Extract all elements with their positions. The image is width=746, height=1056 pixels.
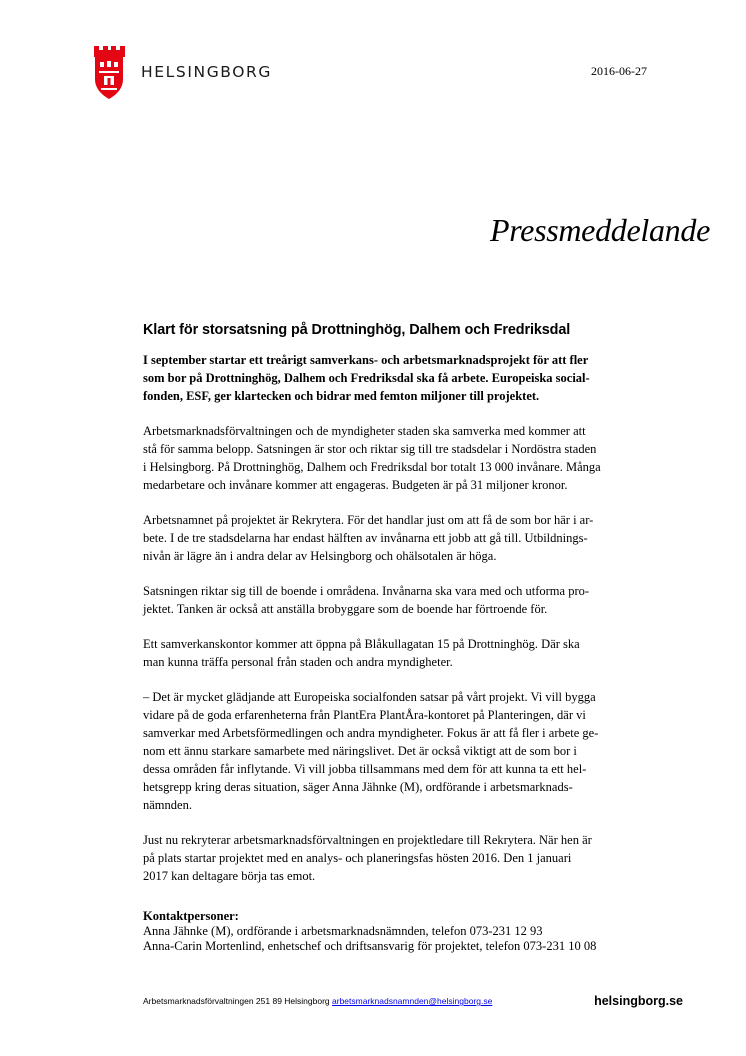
text-line: bete. I de tre stadsdelarna har endast hälften av invånarna ett jobb att gå till. Utbildnings- <box>143 531 588 545</box>
text-line: på plats startar projektet med en analys- och planeringsfas hösten 2016. Den 1 januari <box>143 851 572 865</box>
quote-paragraph <box>143 688 643 814</box>
city-crest-icon <box>92 44 126 100</box>
text-line: medarbetare och invånare kommer att engageras. Budgeten är på 31 miljoner kronor. <box>143 478 568 492</box>
text-line: I september startar ett treårigt samverkans- och arbetsmarknadsprojekt för att fler <box>143 353 589 367</box>
contact-person: Anna Jähnke (M), ordförande i arbetsmarknadsnämnden, telefon 073-231 12 93 <box>143 924 543 938</box>
text-line: Arbetsmarknadsförvaltningen och de myndigheter staden ska samverka med kommer att <box>143 424 586 438</box>
text-line: nämnden. <box>143 798 192 812</box>
text-line: som bor på Drottninghög, Dalhem och Fredriksdal ska få arbete. Europeiska social- <box>143 371 590 385</box>
footer-address <box>143 996 492 1006</box>
text-line: Arbetsnamnet på projektet är Rekrytera. För det handlar just om att få de som bor här i ar- <box>143 513 594 527</box>
body-paragraph <box>143 422 643 494</box>
body-paragraph <box>143 511 643 565</box>
text-line: Satsningen riktar sig till de boende i områdena. Invånarna ska vara med och utforma pro- <box>143 584 590 598</box>
contact-heading: Kontaktpersoner: <box>143 909 239 923</box>
footer-email-link[interactable]: arbetsmarknadsnamnden@helsingborg.se <box>332 996 493 1006</box>
text-line: nivån är lägre än i andra delar av Helsingborg och ohälsotalen är höga. <box>143 549 497 563</box>
text-line: Ett samverkanskontor kommer att öppna på Blåkullagatan 15 på Drottninghög. Där ska <box>143 637 580 651</box>
body-paragraph <box>143 831 643 885</box>
document-date: 2016-06-27 <box>591 64 647 78</box>
text-line: – Det är mycket glädjande att Europeiska socialfonden satsar på vårt projekt. Vi vill bygga <box>143 690 596 704</box>
text-line: hetsgrepp kring deras situation, säger Anna Jähnke (M), ordförande i arbetsmarknads- <box>143 780 573 794</box>
article-body <box>143 322 643 954</box>
logo-wordmark: HELSINGBORG <box>141 63 273 81</box>
body-paragraph <box>143 635 643 671</box>
text-line: dessa områden får inflytande. Vi vill jobba tillsammans med dem för att kunna ta ett hel- <box>143 762 587 776</box>
text-line: 2017 kan deltagare börja tas emot. <box>143 869 316 883</box>
body-paragraph <box>143 582 643 618</box>
text-line: vidare på de goda erfarenheterna från PlantEra PlantÅra-kontoret på Planteringen, där vi <box>143 708 586 722</box>
text-line: stå för samma belopp. Satsningen är stor och riktar sig till tre stadsdelar i Nordöstra staden <box>143 442 597 456</box>
text-line: fonden, ESF, ger klartecken och bidrar med femton miljoner till projektet. <box>143 389 540 403</box>
lead-paragraph <box>143 351 643 405</box>
text-line: samverkar med Arbetsförmedlingen och andra myndigheter. Fokus är att få fler i arbete ge- <box>143 726 599 740</box>
article-headline: Klart för storsatsning på Drottninghög, Dalhem och Fredriksdal <box>143 322 571 338</box>
contact-section <box>143 909 643 954</box>
document-type-title: Pressmeddelande <box>489 212 710 248</box>
footer-address-text: Arbetsmarknadsförvaltningen 251 89 Helsingborg <box>143 996 333 1006</box>
text-line: i Helsingborg. På Drottninghög, Dalhem och Fredriksdal bor totalt 13 000 invånare. Många <box>143 460 601 474</box>
text-line: jektet. Tanken är också att anställa brobyggare som de boende har förtroende för. <box>143 602 548 616</box>
text-line: Just nu rekryterar arbetsmarknadsförvaltningen en projektledare till Rekrytera. När hen är <box>143 833 592 847</box>
contact-person: Anna-Carin Mortenlind, enhetschef och driftsansvarig för projektet, telefon 073-231 10 08 <box>143 939 597 953</box>
footer-website[interactable]: helsingborg.se <box>594 994 683 1008</box>
text-line: man kunna träffa personal från staden och andra myndigheter. <box>143 655 453 669</box>
text-line: nom ett ännu starkare samarbete med näringslivet. Det är också viktigt att de som bor i <box>143 744 577 758</box>
helsingborg-logo <box>92 44 126 100</box>
